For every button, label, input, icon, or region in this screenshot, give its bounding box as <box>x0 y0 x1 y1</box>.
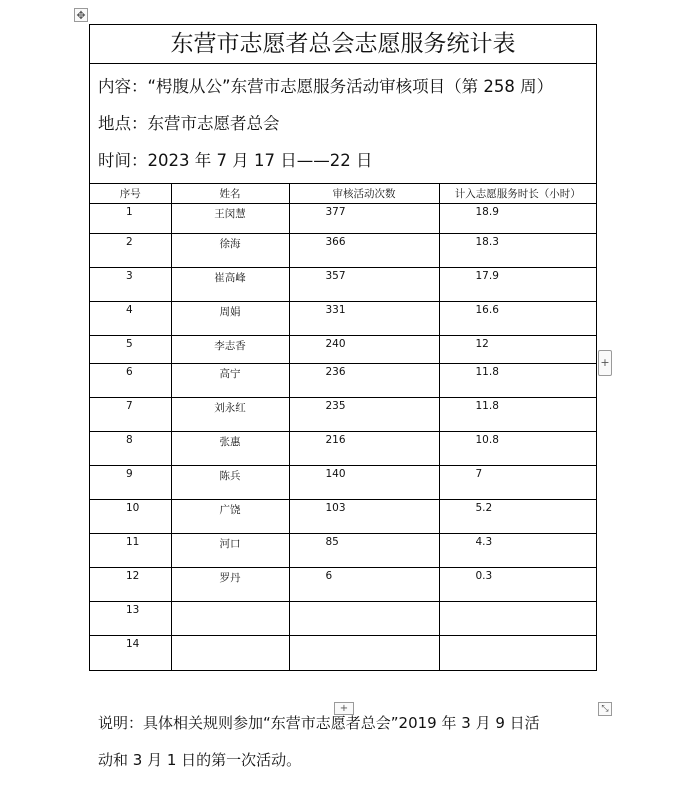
row-hours: 18.9 <box>439 204 596 234</box>
row-index: 3 <box>90 268 171 302</box>
table-move-handle-icon[interactable]: ✥ <box>74 8 88 22</box>
row-name <box>171 602 289 636</box>
header-name: 姓名 <box>171 184 289 204</box>
row-hours: 0.3 <box>439 568 596 602</box>
row-index: 14 <box>90 636 171 670</box>
row-count: 331 <box>289 302 439 336</box>
table-body <box>90 204 596 670</box>
stats-sheet <box>89 24 597 671</box>
row-name: 周娟 <box>171 302 289 336</box>
table-row <box>90 500 596 534</box>
footnote-line-2: 动和 3 月 1 日的第一次活动。 <box>98 751 302 769</box>
table-row <box>90 636 596 670</box>
row-count: 236 <box>289 364 439 398</box>
row-name: 刘永红 <box>171 398 289 432</box>
row-index: 10 <box>90 500 171 534</box>
row-index: 8 <box>90 432 171 466</box>
table-header-row <box>90 184 596 204</box>
row-count <box>289 636 439 670</box>
table-row <box>90 302 596 336</box>
footnote <box>98 705 598 779</box>
row-count: 235 <box>289 398 439 432</box>
table-row <box>90 364 596 398</box>
row-name: 罗丹 <box>171 568 289 602</box>
row-index: 7 <box>90 398 171 432</box>
table-row <box>90 268 596 302</box>
table-resize-handle-icon[interactable]: ⤡ <box>598 702 612 716</box>
row-index: 1 <box>90 204 171 234</box>
table-row <box>90 336 596 364</box>
row-index: 6 <box>90 364 171 398</box>
row-hours: 4.3 <box>439 534 596 568</box>
row-index: 2 <box>90 234 171 268</box>
row-index: 4 <box>90 302 171 336</box>
row-count: 85 <box>289 534 439 568</box>
row-name: 河口 <box>171 534 289 568</box>
table-row <box>90 534 596 568</box>
row-count <box>289 602 439 636</box>
row-name: 高宁 <box>171 364 289 398</box>
row-hours: 7 <box>439 466 596 500</box>
row-count: 103 <box>289 500 439 534</box>
row-count: 357 <box>289 268 439 302</box>
row-index: 13 <box>90 602 171 636</box>
row-hours: 11.8 <box>439 364 596 398</box>
add-column-button[interactable]: + <box>598 350 612 376</box>
add-row-button[interactable]: + <box>334 702 354 715</box>
row-name <box>171 636 289 670</box>
location-line: 地点：东营市志愿者总会 <box>98 114 280 133</box>
header-index: 序号 <box>90 184 171 204</box>
row-name: 广饶 <box>171 500 289 534</box>
row-index: 5 <box>90 336 171 364</box>
header-count: 审核活动次数 <box>289 184 439 204</box>
row-count: 366 <box>289 234 439 268</box>
row-name: 徐海 <box>171 234 289 268</box>
row-count: 377 <box>289 204 439 234</box>
time-line: 时间：2023 年 7 月 17 日——22 日 <box>98 151 373 170</box>
row-hours: 17.9 <box>439 268 596 302</box>
content-line: 内容：“枵腹从公”东营市志愿服务活动审核项目（第 258 周） <box>98 77 554 96</box>
info-block <box>90 64 596 184</box>
header-hours: 计入志愿服务时长（小时） <box>439 184 596 204</box>
table-row <box>90 398 596 432</box>
table-row <box>90 204 596 234</box>
row-hours: 10.8 <box>439 432 596 466</box>
table-row <box>90 432 596 466</box>
table-row <box>90 602 596 636</box>
row-index: 9 <box>90 466 171 500</box>
page-title: 东营市志愿者总会志愿服务统计表 <box>90 25 596 64</box>
row-name: 崔高峰 <box>171 268 289 302</box>
row-name: 张惠 <box>171 432 289 466</box>
table-row <box>90 466 596 500</box>
row-count: 216 <box>289 432 439 466</box>
row-index: 12 <box>90 568 171 602</box>
row-hours: 16.6 <box>439 302 596 336</box>
row-hours: 5.2 <box>439 500 596 534</box>
row-name: 王闵慧 <box>171 204 289 234</box>
table-row <box>90 234 596 268</box>
row-name: 陈兵 <box>171 466 289 500</box>
table-row <box>90 568 596 602</box>
row-count: 240 <box>289 336 439 364</box>
row-index: 11 <box>90 534 171 568</box>
stats-table <box>90 184 596 670</box>
footnote-line-1: 说明：具体相关规则参加“东营市志愿者总会”2019 年 3 月 9 日活 <box>98 714 540 732</box>
row-hours: 18.3 <box>439 234 596 268</box>
row-hours: 12 <box>439 336 596 364</box>
row-hours: 11.8 <box>439 398 596 432</box>
row-count: 6 <box>289 568 439 602</box>
row-count: 140 <box>289 466 439 500</box>
row-hours <box>439 602 596 636</box>
row-hours <box>439 636 596 670</box>
row-name: 李志香 <box>171 336 289 364</box>
